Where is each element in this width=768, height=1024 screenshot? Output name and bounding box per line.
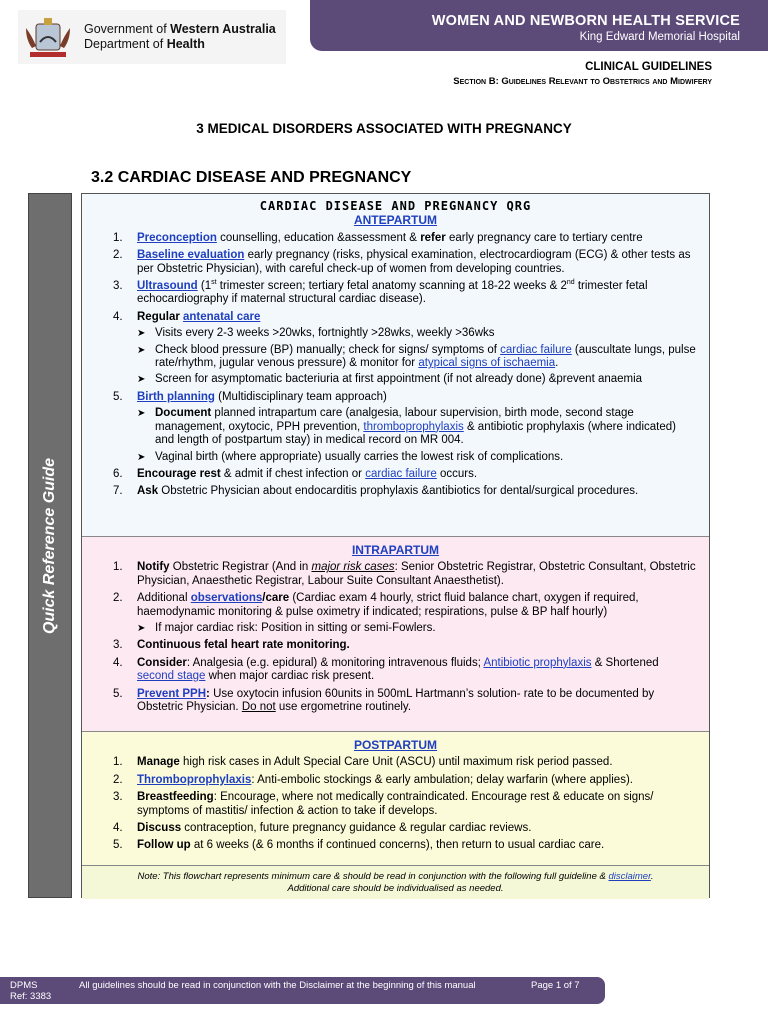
cardiac-failure-link[interactable]: cardiac failure	[365, 467, 437, 480]
postpartum-panel	[82, 731, 709, 865]
list-item: 4. Discuss contraception, future pregnancy guidance & regular cardiac reviews.	[113, 822, 532, 835]
list-item: 3. Continuous fetal heart rate monitoring.	[113, 639, 350, 652]
sidebar-label: Quick Reference Guide	[41, 457, 58, 634]
baseline-evaluation-link[interactable]: Baseline evaluation	[137, 249, 245, 262]
list-subitem: ➤ Visits every 2-3 weeks >20wks, fortnightly >28wks, weekly >36wks	[137, 327, 495, 340]
footer-ref: Ref: 3383	[10, 991, 52, 1002]
list-item: 3. Breastfeeding: Encourage, where not medically contraindicated. Encourage rest & educate on signs/ symptoms of mastitis/ infection & action to take if develops.	[113, 791, 654, 817]
observations-link[interactable]: observations	[190, 592, 263, 605]
hospital-name: King Edward Memorial Hospital	[579, 31, 740, 43]
page-footer	[0, 977, 605, 1004]
thromboprophylaxis-link[interactable]: Thromboprophylaxis	[137, 773, 252, 786]
arrow-bullet-icon: ➤	[137, 623, 146, 635]
list-subitem: ➤ Vaginal birth (where appropriate) usually carries the lowest risk of complications.	[137, 450, 564, 463]
disclaimer-link[interactable]: disclaimer	[608, 871, 651, 882]
list-item: 7. Ask Obstetric Physician about endocarditis prophylaxis &antibiotics for dental/surgical procedures.	[113, 485, 639, 498]
service-name: WOMEN AND NEWBORN HEALTH SERVICE	[431, 13, 740, 29]
list-item: 1. Manage high risk cases in Adult Special Care Unit (ASCU) until maximum risk period passed.	[113, 756, 613, 769]
page-number: Page 1 of 7	[531, 980, 580, 991]
intrapartum-panel	[82, 536, 709, 731]
thromboprophylaxis-link[interactable]: thromboprophylaxis	[363, 420, 464, 433]
arrow-bullet-icon: ➤	[137, 408, 146, 420]
arrow-bullet-icon: ➤	[137, 344, 146, 356]
qrg-title: CARDIAC DISEASE AND PREGNANCY QRG	[259, 199, 532, 213]
footer-note: All guidelines should be read in conjunction with the Disclaimer at the beginning of this manual	[79, 980, 476, 991]
page-title: 3 MEDICAL DISORDERS ASSOCIATED WITH PREGNANCY	[196, 121, 572, 136]
list-item: 5. Birth planning (Multidisciplinary team approach)	[113, 390, 387, 403]
antepartum-heading[interactable]: ANTEPARTUM	[353, 213, 438, 228]
disclaimer-note: Note: This flowchart represents minimum care & should be read in conjunction with the following full guideline & disclaimer. Additional care should be individualised as needed.	[82, 865, 709, 899]
antenatal-care-link[interactable]: antenatal care	[183, 310, 261, 323]
list-item: 4. Regular antenatal care	[113, 310, 261, 323]
intrapartum-heading[interactable]: INTRAPARTUM	[351, 543, 440, 557]
government-logo	[18, 10, 286, 64]
wa-crest-icon	[22, 14, 74, 60]
quick-reference-sidebar	[28, 193, 72, 898]
ultrasound-link[interactable]: Ultrasound	[137, 280, 198, 293]
prevent-pph-link[interactable]: Prevent PPH	[137, 687, 207, 700]
list-item: 6. Encourage rest & admit if chest infection or cardiac failure occurs.	[113, 467, 478, 480]
atypical-ischaemia-link[interactable]: atypical signs of ischaemia	[418, 357, 556, 370]
section-title: 3.2 CARDIAC DISEASE AND PREGNANCY	[91, 169, 412, 186]
arrow-bullet-icon: ➤	[137, 374, 146, 386]
list-subitem: ➤ Screen for asymptomatic bacteriuria at first appointment (if not already done) &prevent anaemia	[137, 373, 643, 386]
postpartum-heading[interactable]: POSTPARTUM	[353, 738, 438, 752]
list-item: 2. Baseline evaluation early pregnancy (risks, physical examination, electrocardiogram (ECG) & other tests as per Obstetric Physician), with careful check-up of women from developing countries.	[113, 249, 691, 275]
footer-dpms: DPMS	[10, 980, 38, 991]
arrow-bullet-icon: ➤	[137, 328, 146, 340]
list-item: 1. Notify Obstetric Registrar (And in major risk cases: Senior Obstetric Registrar, Obstetric Consultant, Obstetric Physician, Anaesthetic Registrar, Labour Suite Consultant Anaesthetist).	[113, 561, 696, 587]
list-item: 2. Additional observations/care (Cardiac exam 4 hourly, strict fluid balance chart, oxygen if required, haemodynamic monitoring & pulse oximetry if indicated; respirations, pulse & BP half hourly)	[113, 592, 639, 618]
preconception-link[interactable]: Preconception	[137, 231, 217, 244]
list-item: 4. Consider: Analgesia (e.g. epidural) & monitoring intravenous fluids; Antibiotic prophylaxis & Shortened second stage when major cardiac risk present.	[113, 656, 659, 683]
list-item: 3. Ultrasound (1st trimester screen; tertiary fetal anatomy scanning at 18-22 weeks & 2nd trimester fetal echocardiography if maternal structural cardiac disease).	[113, 279, 648, 306]
antibiotic-prophylaxis-link[interactable]: Antibiotic prophylaxis	[483, 656, 592, 669]
antepartum-panel	[82, 194, 709, 536]
list-subitem: ➤ Document planned intrapartum care (analgesia, labour supervision, birth mode, second stage management, oxytocic, PPH prevention, thromboprophylaxis & antibiotic prophylaxis (where indicated) and length of postpartum stay) in medical record on MR 004.	[137, 407, 676, 447]
header-banner	[310, 0, 768, 51]
list-subitem: ➤ Check blood pressure (BP) manually; check for signs/ symptoms of cardiac failure (auscultate lungs, pulse rate/rhythm, jugular venous pressure) & monitor for atypical signs of ischaemia.	[137, 343, 696, 370]
arrow-bullet-icon: ➤	[137, 451, 146, 463]
list-item: 5. Prevent PPH: Use oxytocin infusion 60units in 500mL Hartmann’s solution- rate to be documented by Obstetric Physician. Do not use ergometrine routinely.	[113, 687, 655, 714]
list-item: 5. Follow up at 6 weeks (& 6 months if continued concerns), then return to usual cardiac care.	[113, 839, 605, 852]
list-item: 1. Preconception counselling, education &assessment & refer early pregnancy care to tertiary centre	[113, 231, 643, 244]
clinical-guidelines-label: CLINICAL GUIDELINES	[585, 61, 712, 73]
section-label: Section B: Guidelines Relevant to Obstetrics and Midwifery	[453, 76, 712, 87]
logo-text: Government of Western Australia Department of Health	[84, 22, 276, 51]
birth-planning-link[interactable]: Birth planning	[137, 390, 215, 403]
second-stage-link[interactable]: second stage	[137, 670, 206, 683]
list-item: 2. Thromboprophylaxis: Anti-embolic stockings & early ambulation; delay warfarin (where applies).	[113, 773, 633, 786]
cardiac-failure-link[interactable]: cardiac failure	[500, 343, 572, 356]
list-subitem: ➤ If major cardiac risk: Position in sitting or semi-Fowlers.	[137, 622, 436, 635]
qrg-box	[81, 193, 710, 898]
